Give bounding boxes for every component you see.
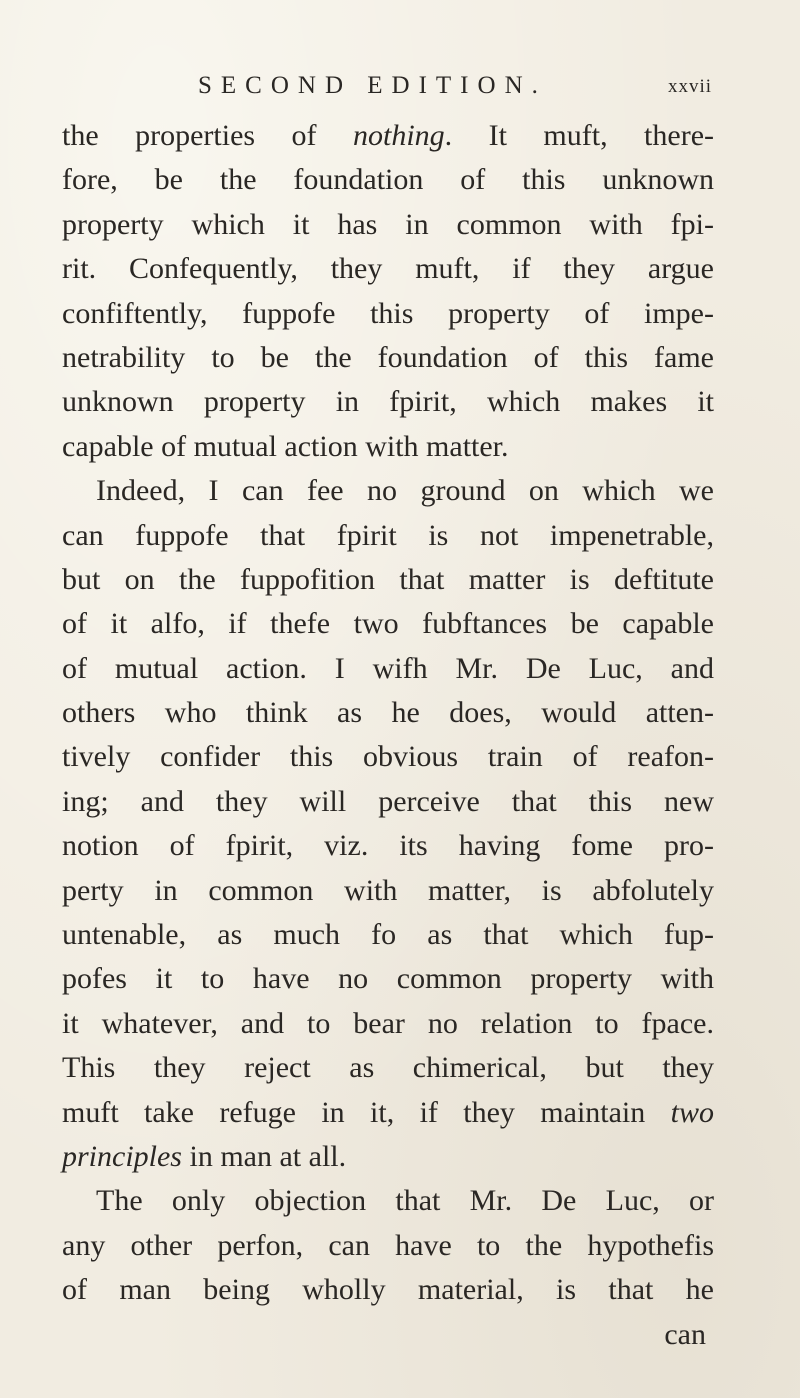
text-line-paragraph-start: Indeed, I can fee no ground on which we [96,474,714,508]
text-line: This they reject as chimerical, but they [62,1051,714,1085]
italic-word: principles [62,1139,182,1173]
text-line: of mutual action. I wifh Mr. De Luc, and [62,651,714,685]
text-line: untenable, as much fo as that which fup- [62,918,714,952]
page-number: xxvii [667,76,712,97]
italic-word: nothing [353,119,445,152]
text-line: ing; and they will perceive that this new [62,784,714,818]
catchword: can [664,1317,706,1351]
text-line: of man being wholly material, is that he [62,1273,714,1307]
text-line: notion of fpirit, viz. its having fome pro- [62,829,714,863]
text-line: netrability to be the foundation of this fame [62,340,714,374]
page-header [198,72,718,106]
text-line: the properties of nothing. It muft, there- [62,119,714,152]
text-line: perty in common with matter, is abfolutely [62,873,714,907]
text-line: tively confider this obvious train of reafon- [62,740,714,774]
text-line: confiftently, fuppofe this property of impe- [62,296,714,330]
text-line: muft take refuge in it, if they maintain two [62,1095,714,1129]
text-line: rit. Confequently, they muft, if they argue [62,252,714,286]
text-line: but on the fuppofition that matter is deftitute [62,562,714,596]
text-line: of it alfo, if thefe two fubftances be capable [62,607,714,641]
text-line: fore, be the foundation of this unknown [62,163,714,197]
text-line: principles in man at all. [62,1139,347,1173]
text-line: it whatever, and to bear no relation to fpace. [62,1006,714,1040]
text-line: unknown property in fpirit, which makes it [62,385,714,419]
text-line: pofes it to have no common property with [62,962,714,996]
italic-word: two [670,1095,714,1129]
running-title: SECOND EDITION. [198,72,547,99]
text-line: others who think as he does, would atten- [62,696,714,730]
text-line: capable of mutual action with matter. [62,429,509,463]
body-text [62,114,714,1357]
text-line: any other perfon, can have to the hypothefis [62,1228,714,1262]
text-line: property which it has in common with fpi- [62,207,714,241]
text-line-paragraph-start: The only objection that Mr. De Luc, or [96,1184,714,1218]
text-line: can fuppofe that fpirit is not impenetrable, [62,518,714,552]
